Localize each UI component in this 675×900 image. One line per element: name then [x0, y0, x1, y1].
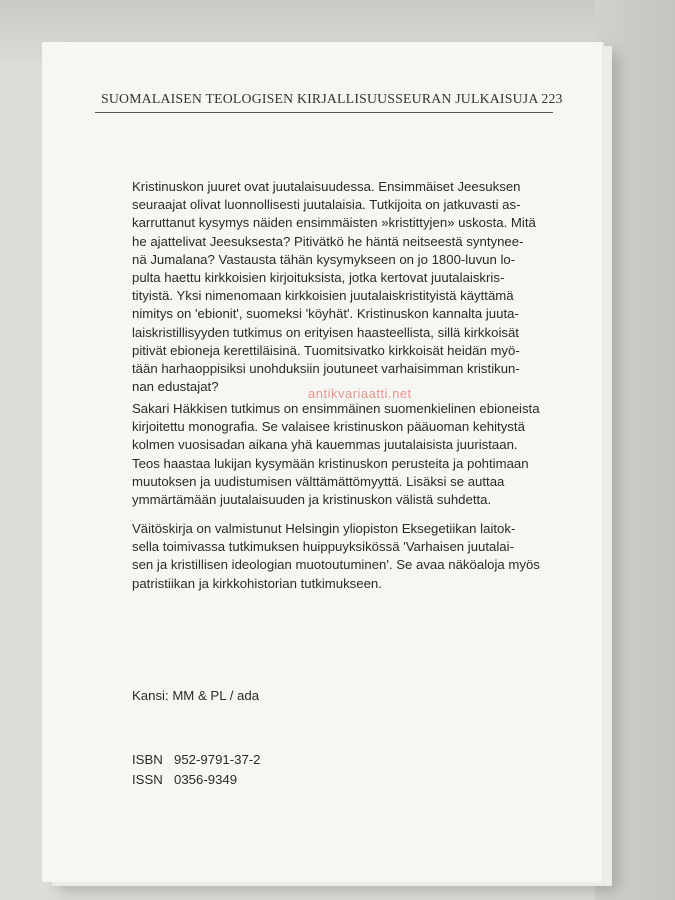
text-line: patristiikan ja kirkkohistorian tutkimukseen. [132, 575, 382, 591]
text-line: he ajattelivat Jeesuksesta? Pitivätkö he häntä neitseestä syntynee- [132, 233, 524, 249]
isbn-label: ISBN [132, 752, 163, 767]
text-line: tityistä. Yksi nimenomaan kirkkoisien juutalaiskristityistä käyttämä [132, 288, 514, 304]
text-line: nä Jumalana? Vastausta tähän kysymykseen on jo 1800-luvun lo- [132, 251, 516, 267]
paragraph-3 [132, 520, 546, 593]
text-line: seuraajat olivat luonnollisesti juutalaisia. Tutkijoita on jatkuvasti as- [132, 197, 521, 213]
text-line: nimitys on 'ebionit', suomeksi 'köyhät'. Kristinuskon kannalta juuta- [132, 306, 519, 322]
text-line: karruttanut kysymys näiden ensimmäisten »kristittyjen» uskosta. Mitä [132, 215, 536, 231]
text-line: tään harhaoppisiksi unohduksiin joutuneet varhaisimman kristikun- [132, 361, 520, 377]
paragraph-1 [132, 178, 546, 396]
header-rule [95, 112, 553, 113]
text-line: pitivät ebioneja kerettiläisinä. Tuomitsivatko kirkkoisät heidän myö- [132, 342, 520, 358]
paragraph-2 [132, 400, 546, 509]
watermark: antikvariaatti.net [308, 386, 412, 401]
text-line: laiskristillisyyden tutkimus on erityisen haasteellista, sillä kirkkoisät [132, 324, 519, 340]
text-line: ymmärtämään juutalaisuuden ja kristinuskon välistä suhdetta. [132, 492, 492, 508]
text-line: Väitöskirja on valmistunut Helsingin yliopiston Eksegetiikan laitok- [132, 521, 516, 536]
issn-label: ISSN [132, 772, 163, 787]
text-line: sella toimivassa tutkimuksen huippuyksikössä 'Varhaisen juutalai- [132, 539, 514, 555]
isbn-line [132, 752, 261, 767]
text-line: Kristinuskon juuret ovat juutalaisuudessa. Ensimmäiset Jeesuksen [132, 179, 521, 194]
text-line: pulta haettu kirkkoisien kirjoituksista, jotka kertovat juutalaiskris- [132, 270, 505, 286]
text-line: muutoksen ja uudistumisen välttämättömyyttä. Lisäksi se auttaa [132, 473, 505, 489]
cover-credit: Kansi: MM & PL / ada [132, 688, 260, 703]
text-line: Teos haastaa lukijan kysymään kristinuskon perusteita ja pohtimaan [132, 455, 529, 471]
issn-value: 0356-9349 [174, 772, 238, 787]
text-line: kolmen vuosisadan aikana yhä kauemmas juutalaisista juuristaan. [132, 437, 518, 453]
text-line: Sakari Häkkisen tutkimus on ensimmäinen suomenkielinen ebioneista [132, 401, 540, 416]
text-line: nan edustajat? [132, 379, 219, 395]
issn-line [132, 772, 237, 787]
series-title: SUOMALAISEN TEOLOGISEN KIRJALLISUUSSEURAN JULKAISUJA 223 [101, 91, 563, 106]
text-line: sen ja kristillisen ideologian muotoutuminen'. Se avaa näköaloja myös [132, 557, 540, 573]
text-line: kirjoitettu monografia. Se valaisee kristinuskon pääuoman kehitystä [132, 419, 525, 435]
isbn-value: 952-9791-37-2 [174, 752, 261, 767]
